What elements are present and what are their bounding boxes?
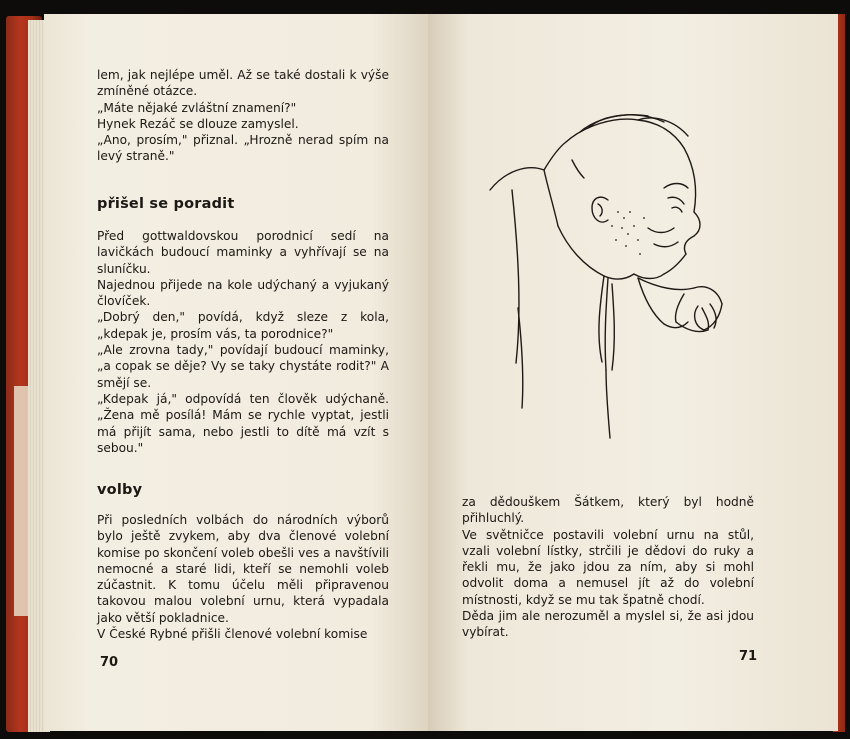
section-heading-prisel: přišel se poradit: [97, 196, 235, 212]
paragraph: „Ano, prosím," přiznal. „Hrozně nerad spím na levý straně.": [97, 133, 389, 164]
paragraph: „Kdepak já," odpovídá ten člověk udýchaně. „Žena mě posílá! Mám se rychle vyptat, jestli má přijít sama, nebo jestli to dítě má vzít s sebou.": [97, 391, 389, 455]
section-text-volby: [97, 512, 389, 642]
paragraph: za dědouškem Šátkem, který byl hodně přihluchlý.: [462, 495, 754, 526]
left-top-text: [97, 67, 389, 165]
section-heading-volby: volby: [97, 482, 143, 498]
paragraph: Hynek Rezáč se dlouze zamyslel.: [97, 116, 299, 131]
paragraph: Děda jim ale nerozuměl a myslel si, že asi jdou vybírat.: [462, 609, 754, 640]
paragraph: Při posledních volbách do národních výborů bylo ještě zvykem, aby dva členové volební komise po skončení voleb obešli ves a navštívili nemocné a staré lidi, kteří se nemohli voleb zúčastnit. K tomu účelu měli připravenou takovou malou volební urnu, která vypadala jako větší pokladnice.: [97, 513, 389, 625]
section-text-prisel: [97, 228, 389, 456]
page-number-left: 70: [100, 655, 119, 670]
paragraph: Najednou přijede na kole udýchaný a vyjukaný človíček.: [97, 277, 389, 309]
paragraph: V České Rybné přišli členové volební komise: [97, 627, 368, 642]
old-man-sketch: [488, 108, 728, 443]
right-text: [462, 494, 754, 641]
paragraph: lem, jak nejlépe uměl. Až se také dostali k výše zmíněné otázce.: [97, 68, 389, 99]
paragraph: „Dobrý den," povídá, když sleze z kola, „kdepak je, prosím vás, ta porodnice?": [97, 310, 389, 341]
paragraph: „Máte nějaké zvláštní znamení?": [97, 100, 297, 115]
paragraph: Před gottwaldovskou porodnicí sedí na lavičkách budoucí maminky a vyhřívají se na sluníčku.: [97, 229, 389, 276]
page-number-right: 71: [739, 649, 758, 664]
paragraph: „Ale zrovna tady," povídají budoucí maminky, „a copak se děje? Vy se taky chystáte rodit?" A smějí se.: [97, 343, 389, 390]
paragraph: Ve světničce postavili volební urnu na stůl, vzali volební lístky, strčili je dědovi do ruky a řekli mu, že jako jdou za ním, aby si mohl odvolit doma a nemusel jít až do volební místnosti, když se mu tak špatně chodí.: [462, 527, 754, 607]
